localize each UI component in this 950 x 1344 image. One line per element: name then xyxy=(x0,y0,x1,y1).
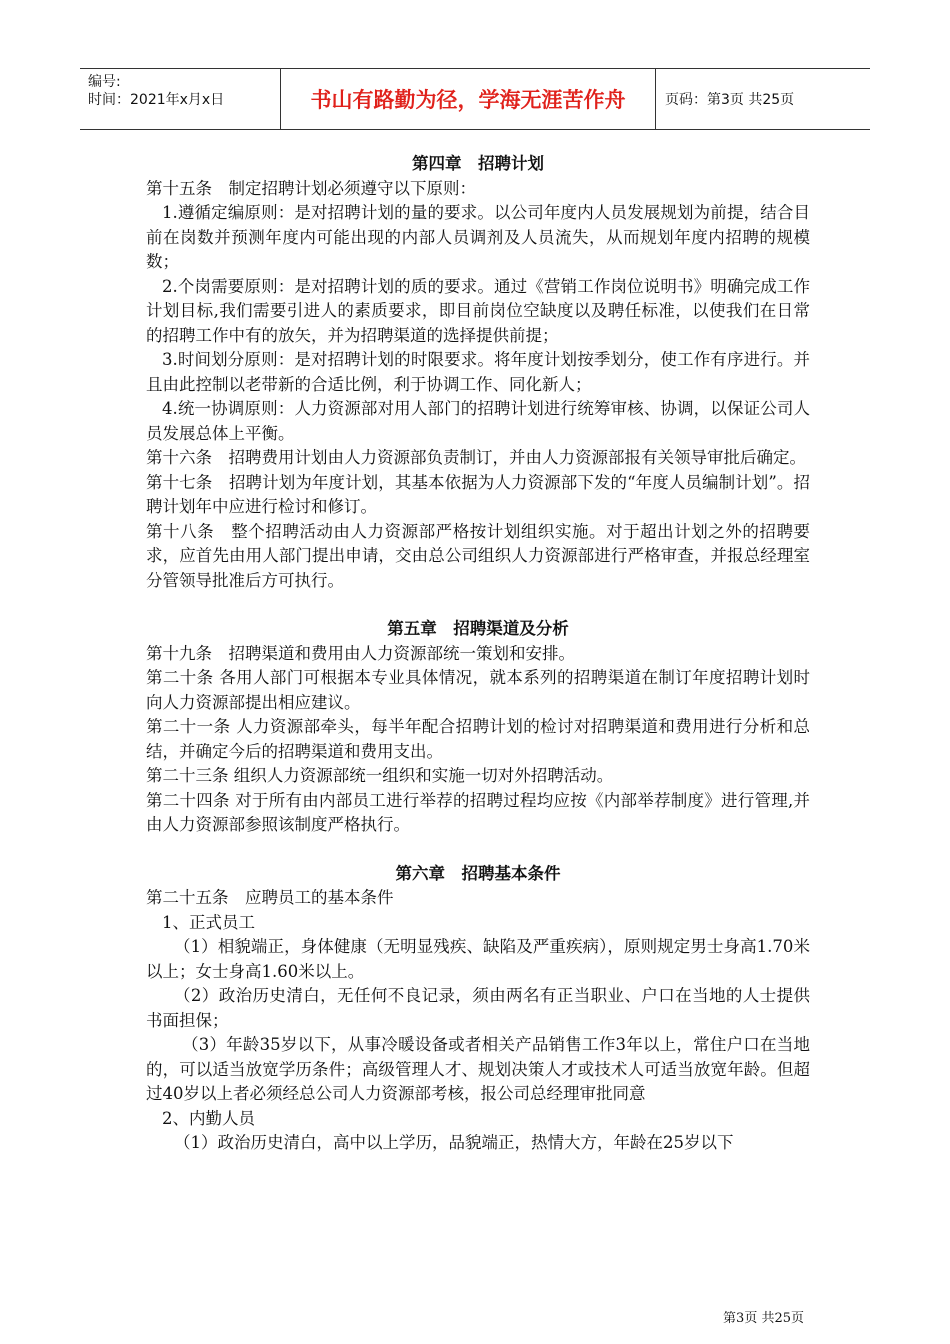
paragraph: 第二十一条 人力资源部牵头，每半年配合招聘计划的检讨对招聘渠道和费用进行分析和总结，并确定今后的招聘渠道和费用支出。 xyxy=(146,717,810,761)
paragraph: 4.统一协调原则：人力资源部对用人部门的招聘计划进行统筹审核、协调，以保证公司人员发展总体上平衡。 xyxy=(146,399,810,443)
paragraph: 3.时间划分原则：是对招聘计划的时限要求。将年度计划按季划分，使工作有序进行。并且由此控制以老带新的合适比例，利于协调工作、同化新人； xyxy=(146,350,810,394)
document-body xyxy=(146,152,810,1156)
paragraph: 第十九条 招聘渠道和费用由人力资源部统一策划和安排。 xyxy=(146,643,575,663)
header-meta xyxy=(80,69,280,129)
paragraph: （1）相貌端正，身体健康（无明显残疾、缺陷及严重疾病），原则规定男士身高1.70米以上；女士身高1.60米以上。 xyxy=(146,937,810,981)
paragraph: 2、内勤人员 xyxy=(162,1108,255,1128)
paragraph: 第二十条 各用人部门可根据本专业具体情况，就本系列的招聘渠道在制订年度招聘计划时向人力资源部提出相应建议。 xyxy=(146,668,810,712)
paragraph: 2.个岗需要原则：是对招聘计划的质的要求。通过《营销工作岗位说明书》明确完成工作计划目标,我们需要引进人的素质要求，即目前岗位空缺度以及聘任标准，以使我们在日常的招聘工作中有的放矢，并为招聘渠道的选择提供前提； xyxy=(146,276,810,345)
paragraph: 1.遵循定编原则：是对招聘计划的量的要求。以公司年度内人员发展规划为前提，结合目前在岗数并预测年度内可能出现的内部人员调剂及人员流失，从而规划年度内招聘的规模数； xyxy=(146,203,810,271)
time-label: 时间：2021年x月x日 xyxy=(88,92,225,108)
paragraph: 第二十三条 组织人力资源部统一组织和实施一切对外招聘活动。 xyxy=(146,766,614,785)
paragraph: 第十六条 招聘费用计划由人力资源部负责制订，并由人力资源部报有关领导审批后确定。 xyxy=(146,448,806,467)
paragraph: （1）政治历史清白，高中以上学历，品貌端正，热情大方，年龄在25岁以下 xyxy=(174,1133,734,1152)
chapter-title: 第六章 招聘基本条件 xyxy=(395,863,561,883)
paragraph: （3）年龄35岁以下，从事冷暖设备或者相关产品销售工作3年以上，常住户口在当地的，可以适当放宽学历条件；高级管理人才、规划决策人才或技术人可适当放宽年龄。但超过40岁以上者必须经总公司人力资源部考核，报公司总经理审批同意 xyxy=(146,1035,810,1103)
chapter-title: 第四章 招聘计划 xyxy=(412,154,544,173)
paragraph: 第十七条 招聘计划为年度计划，其基本依据为人力资源部下发的“年度人员编制计划”。招聘计划年中应进行检讨和修订。 xyxy=(146,472,810,516)
paragraph: 1、正式员工 xyxy=(162,912,255,932)
paragraph: 第二十四条 对于所有由内部员工进行举荐的招聘过程均应按《内部举荐制度》进行管理,并由人力资源部参照该制度严格执行。 xyxy=(146,790,810,834)
header-page-info: 页码：第3页 共25页 xyxy=(665,92,795,108)
page-footer: 第3页 共25页 xyxy=(723,1311,804,1326)
paragraph: （2）政治历史清白，无任何不良记录，须由两名有正当职业、户口在当地的人士提供书面担保； xyxy=(146,986,810,1030)
page-header xyxy=(80,68,870,130)
spacer xyxy=(146,838,810,862)
spacer xyxy=(146,593,810,617)
header-motto: 书山有路勤为径，学海无涯苦作舟 xyxy=(280,69,656,129)
paragraph: 第十八条 整个招聘活动由人力资源部严格按计划组织实施。对于超出计划之外的招聘要求，应首先由用人部门提出申请，交由总公司组织人力资源部进行严格审查，并报总经理室分管领导批准后方可执行。 xyxy=(146,521,810,590)
paragraph: 第十五条 制定招聘计划必须遵守以下原则： xyxy=(146,178,476,198)
paragraph: 第二十五条 应聘员工的基本条件 xyxy=(146,888,394,907)
number-label: 编号: xyxy=(88,74,121,90)
chapter-title: 第五章 招聘渠道及分析 xyxy=(387,619,569,638)
